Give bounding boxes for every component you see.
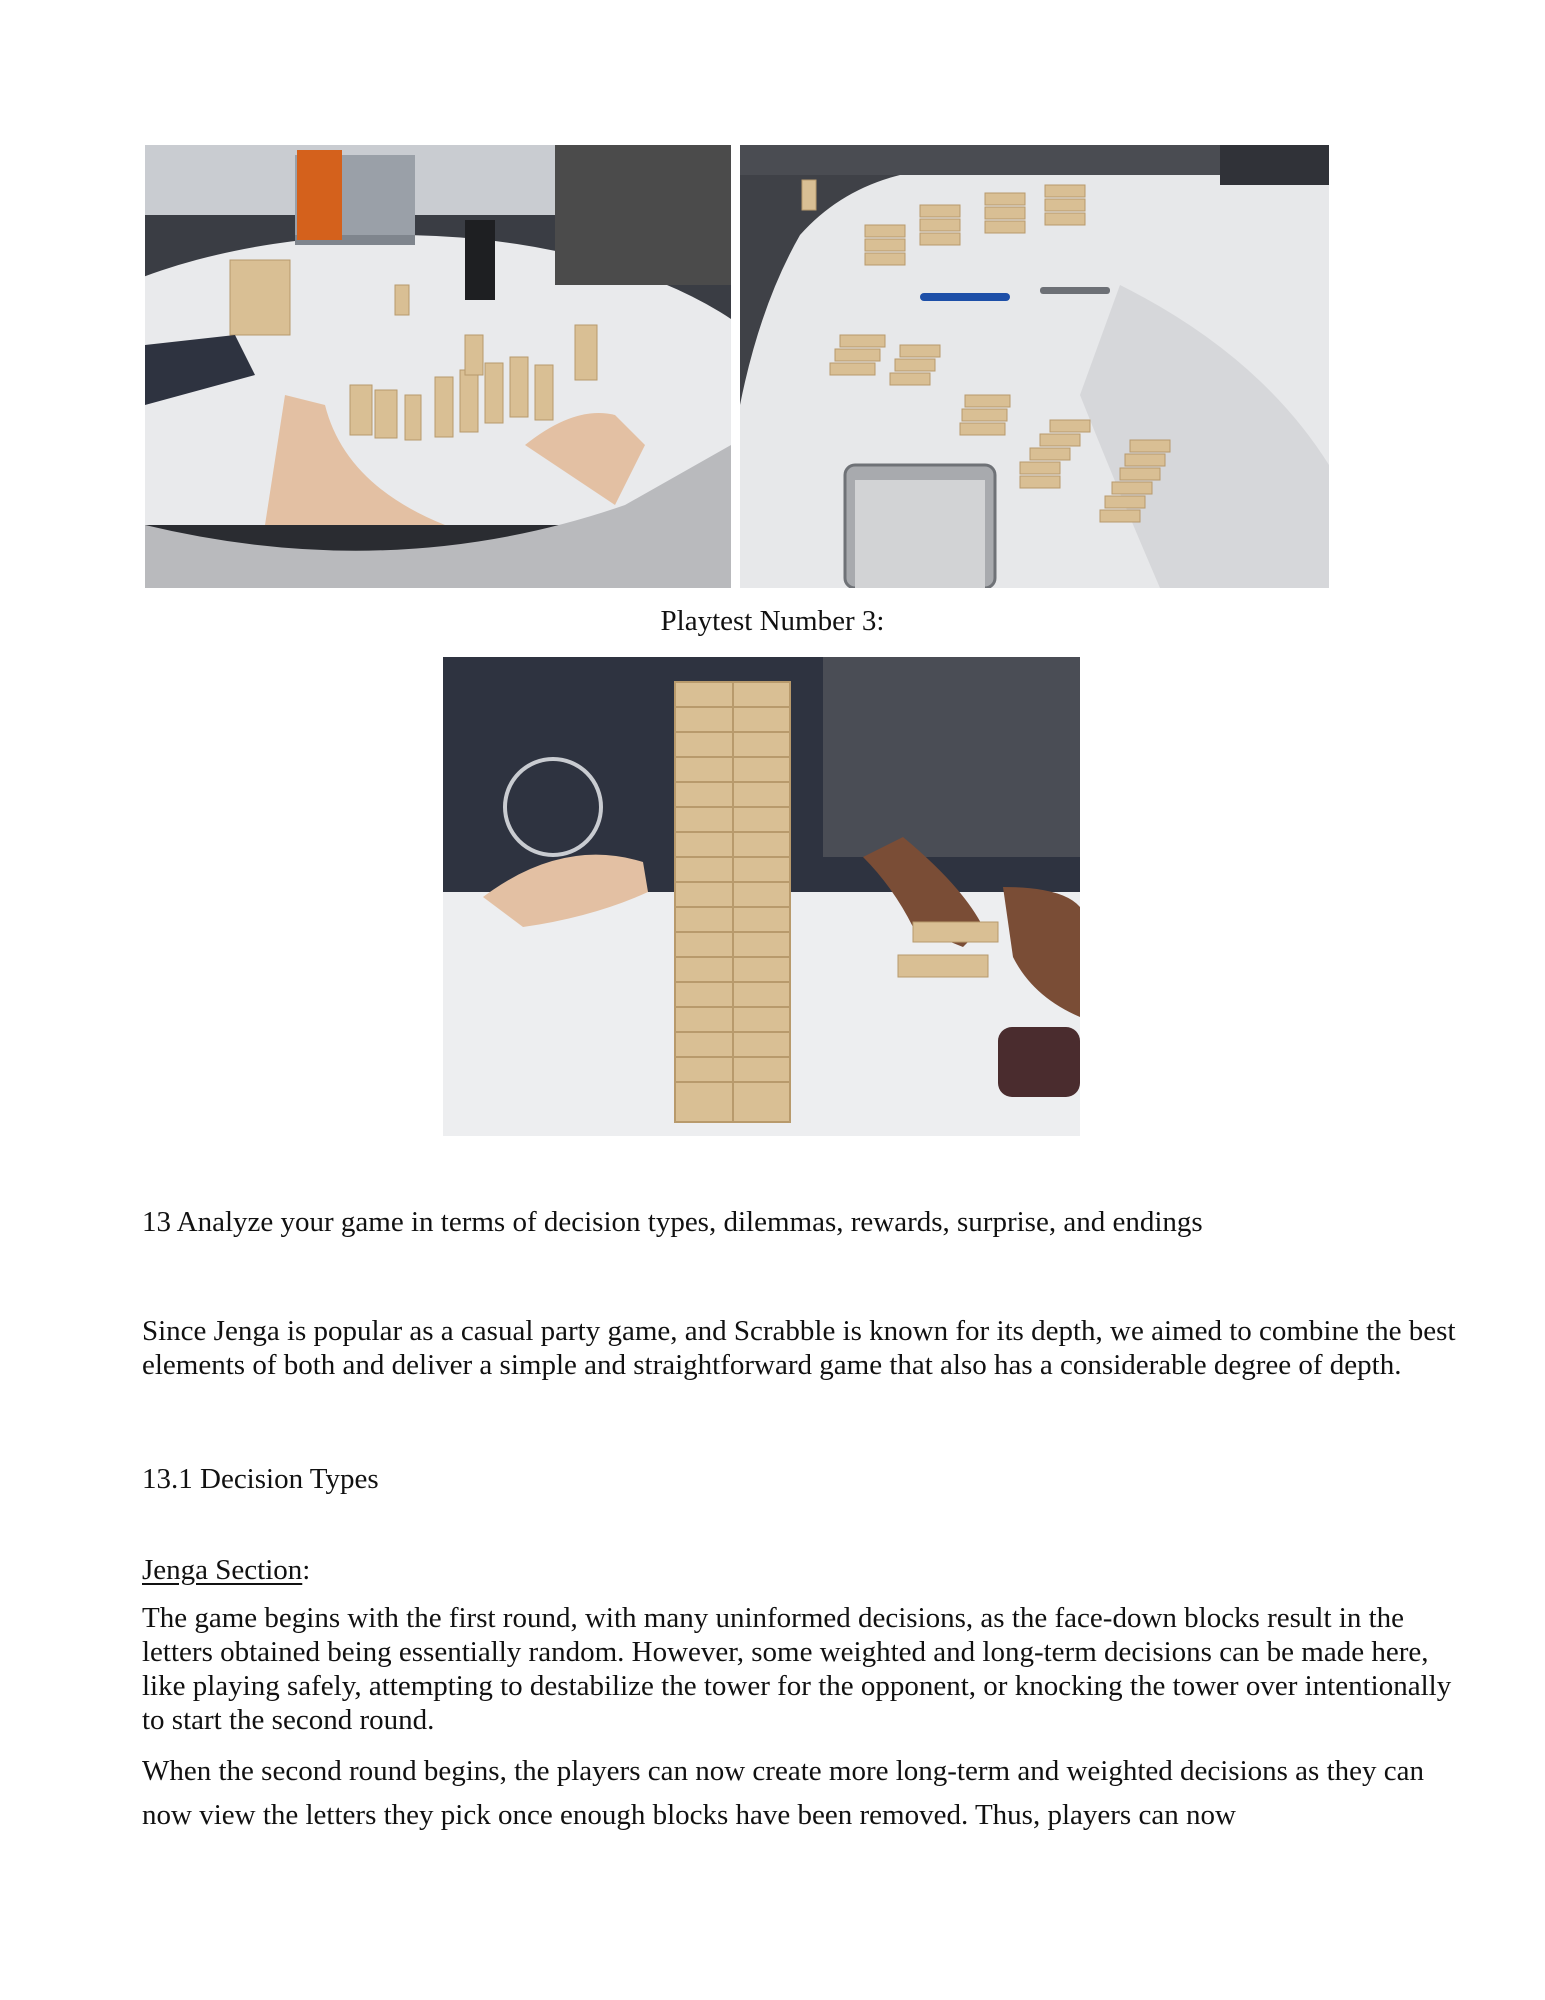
jenga-section-label [142,1553,1462,1587]
jenga-section-colon: : [302,1554,311,1586]
section-heading: 13 Analyze your game in terms of decision types, dilemmas, rewards, surprise, and endings [142,1206,1203,1238]
playtest-photo-jenga-table [145,145,731,588]
photo-caption: Playtest Number 3: [660,605,885,637]
paragraph-second-round: When the second round begins, the players can now create more long-term and weighted decisions as they can now view the letters they pick once enough blocks have been removed. Thus, players can now [142,1755,1425,1831]
playtest-photo-letter-blocks [740,145,1329,588]
intro-paragraph: Since Jenga is popular as a casual party game, and Scrabble is known for its depth, we aimed to combine the best elements of both and deliver a simple and straightforward game that also has a considerable degree of depth. [142,1315,1456,1381]
subsection-heading: 13.1 Decision Types [142,1463,379,1495]
playtest-photo-jenga-tower [443,657,1080,1136]
jenga-section-label-text: Jenga Section [142,1554,303,1586]
paragraph-first-round: The game begins with the first round, with many uninformed decisions, as the face-down blocks result in the letters obtained being essentially random. However, some weighted and long-term decisions can be made here, like playing safely, attempting to destabilize the tower for the opponent, or knocking the tower over intentionally to start the second round. [142,1602,1452,1736]
